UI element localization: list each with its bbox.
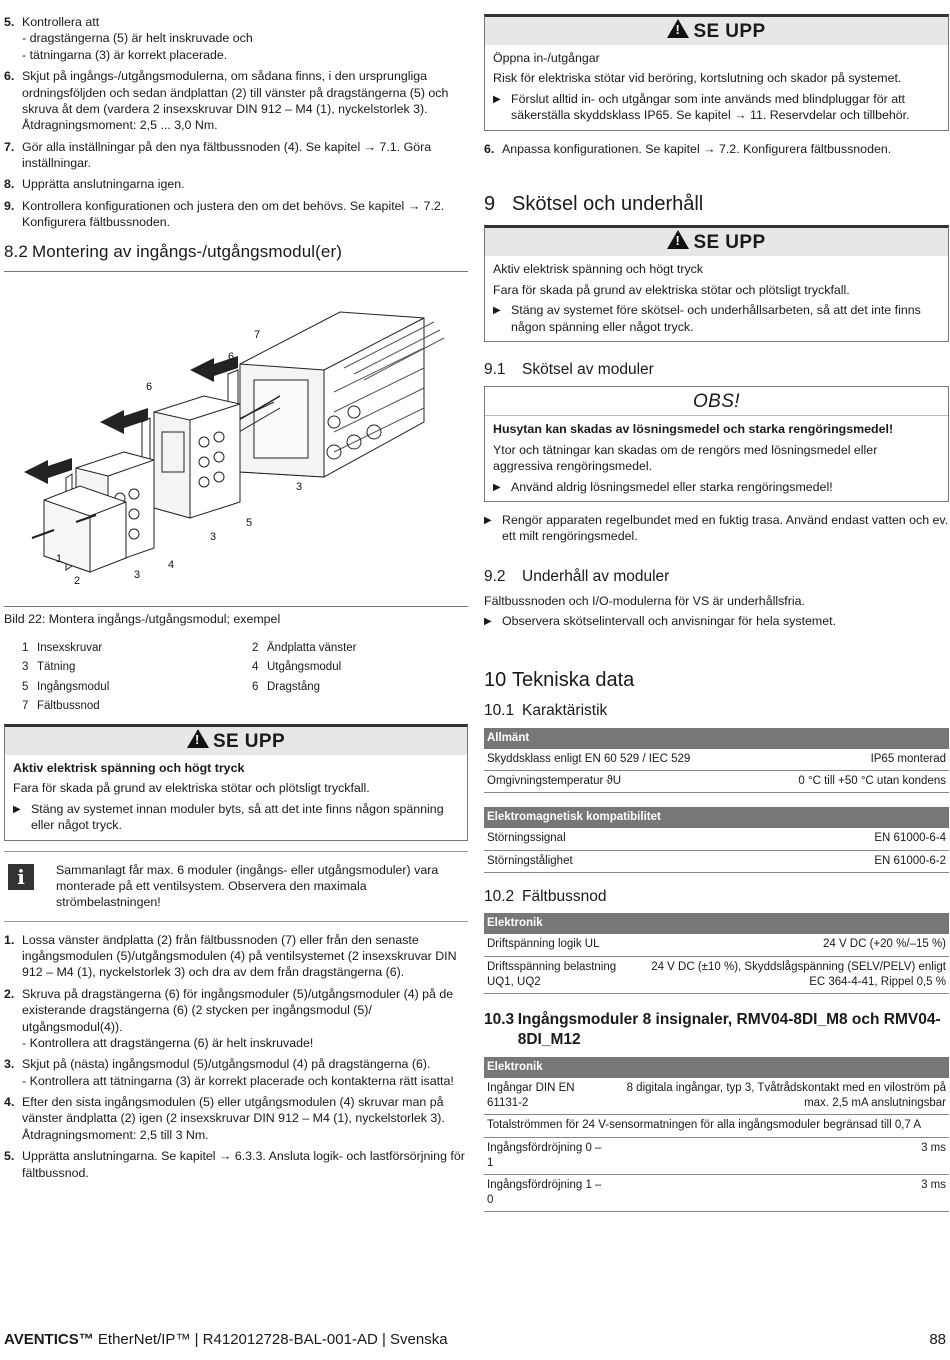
- table-cell-label: Skyddsklass enligt EN 60 529 / IEC 529: [484, 749, 752, 771]
- table-row: [484, 1137, 949, 1174]
- table-row: [484, 850, 949, 872]
- legend-key: 1: [22, 642, 29, 655]
- step-line: Efter den sista ingångsmodulen (5) eller utgångsmodulen (4) skruvar man på vänster ändplatta (2) igen (2 insexskruvar DIN 912 – M4 (1), nyckelstorlek 3). Åtdragningsmoment: 2,5 till 3 Nm.: [22, 1095, 445, 1142]
- legend-item: [22, 680, 252, 695]
- table-row: [484, 934, 949, 956]
- warning-box-maintenance: [484, 225, 949, 342]
- step-text: [22, 932, 468, 981]
- legend-value: Utgångsmodul: [267, 661, 342, 674]
- warning-action: ▶ Förslut alltid in- och utgångar som inte används med blindpluggar för att säkerställa skyddsklass IP65. Se kapitel → 11. Reservdelar och tillbehör.: [493, 91, 910, 123]
- bullet-arrow-icon: ▶: [493, 481, 501, 493]
- step-item: [4, 14, 468, 63]
- info-icon: i: [8, 864, 34, 890]
- callout-5: 5: [246, 516, 253, 529]
- warning-action: ▶ Stäng av systemet före skötsel- och underhållsarbeten, så att det inte finns någon spänning eller något tryck.: [493, 303, 921, 334]
- step-text: [22, 14, 468, 63]
- legend-value: Dragstång: [267, 680, 321, 693]
- table-cell-label: Driftsspänning belastning UQ1, UQ2: [484, 956, 634, 993]
- step-line: - Kontrollera att tätningarna (3) är korrekt placerade och kontakterna rätt isatta!: [22, 1073, 454, 1088]
- maintenance-bullet: ▶ Observera skötselintervall och anvisningar för hela systemet.: [484, 613, 837, 628]
- step-line: Skruva på dragstängerna (6) för ingångsmoduler (5)/utgångsmoduler (4) på de existerande dragstängerna (6) (2 stycken per ingångsmodul (5)/ utgångsmodul(4)).: [22, 986, 454, 1034]
- section-heading-10-3: 10.3 Ingångsmoduler 8 insignaler, RMV04-8DI_M8 och RMV04-8DI_M12: [484, 1010, 941, 1049]
- table-header-row: [484, 1057, 949, 1078]
- clean-instruction: ▶ Rengör apparaten regelbundet med en fuktig trasa. Använd endast vatten och ev. ett milt rengöringsmedel.: [484, 512, 949, 544]
- step-number: 2.: [4, 986, 15, 1001]
- step-item: [4, 68, 468, 134]
- warning-text: Fara för skada på grund av elektriska stötar och plötsligt tryckfall.: [493, 282, 850, 297]
- notice-action: ▶ Använd aldrig lösningsmedel eller starka rengöringsmedel!: [493, 479, 833, 494]
- warning-icon: !: [667, 230, 689, 249]
- step-text: [22, 139, 468, 172]
- bullet-arrow-icon: ▶: [484, 514, 492, 526]
- warning-box-left: [4, 724, 468, 841]
- table-cell-label: Driftspänning logik UL: [484, 934, 634, 956]
- step-item: [4, 1148, 468, 1181]
- step-line: - tätningarna (3) är korrekt placerade.: [22, 47, 228, 62]
- step-text: [22, 176, 468, 192]
- legend-item: [22, 641, 252, 656]
- step-text: [22, 1094, 468, 1143]
- step-line: Kontrollera konfigurationen och justera den om det behövs. Se kapitel → 7.2. Konfigurera fältbussnoden.: [22, 198, 445, 230]
- table-general: [484, 728, 949, 794]
- legend-value: Insexskruvar: [37, 642, 103, 655]
- step-text: [22, 1148, 468, 1181]
- table-row: [484, 1115, 949, 1137]
- step-number: 6.: [4, 69, 15, 84]
- page-number: 88: [929, 1331, 946, 1348]
- table-row: [484, 828, 949, 850]
- step-text: [22, 198, 468, 231]
- step-line: Skjut på (nästa) ingångsmodul (5)/utgångsmodul (4) på dragstängerna (6).: [22, 1057, 431, 1072]
- notice-title: Husytan kan skadas av lösningsmedel och starka rengöringsmedel!: [493, 422, 894, 437]
- notice-text: Ytor och tätningar kan skadas om de rengörs med lösningsmedel eller aggressiva rengöringsmedel.: [493, 442, 878, 474]
- table-cell-value: EN 61000-6-4: [736, 828, 949, 850]
- step-line: Gör alla inställningar på den nya fältbussnoden (4). Se kapitel → 7.1. Göra inställningar.: [22, 139, 432, 170]
- section-heading-10-2: 10.2 Fältbussnod: [484, 887, 607, 905]
- callout-7: 7: [254, 328, 261, 341]
- step-line: - dragstängerna (5) är helt inskruvade och: [22, 31, 253, 46]
- legend-key: 3: [22, 661, 29, 674]
- table-header: Allmänt: [484, 728, 949, 749]
- step-item: [4, 139, 468, 172]
- legend-item: [252, 660, 452, 675]
- table-cell-span: Totalströmmen för 24 V-sensormatningen för alla ingångsmoduler begränsad till 0,7 A: [484, 1115, 949, 1137]
- right-column: [484, 14, 949, 1226]
- table-electronics-input: [484, 1057, 949, 1212]
- figure-legend: [22, 641, 468, 714]
- step-item: [4, 176, 468, 192]
- bullet-arrow-icon: ▶: [13, 803, 21, 815]
- callout-3c: 3: [296, 480, 303, 493]
- table-cell-value: 24 V DC (±10 %), Skyddslågspänning (SELV/PELV) enligt EC 364-4-41, Rippel 0,5 %: [634, 956, 949, 993]
- table-electronics-node: [484, 913, 949, 994]
- warning-text: Fara för skada på grund av elektriska stötar och plötsligt tryckfall.: [13, 781, 370, 796]
- section-heading-9-2: 9.2 Underhåll av moduler: [484, 567, 670, 585]
- step-item: [4, 932, 468, 981]
- section-heading-10-1: 10.1 Karaktäristik: [484, 702, 608, 720]
- bullet-arrow-icon: ▶: [484, 615, 492, 627]
- table-cell-value: IP65 monterad: [752, 749, 949, 771]
- table-row: [484, 1078, 949, 1115]
- steps-list-top: [4, 14, 468, 231]
- assembly-figure: [4, 271, 468, 607]
- step-line: Lossa vänster ändplatta (2) från fältbussnoden (7) eller från den senaste ingångsmodulen (5)/utgångsmodulen (4) på ventilsystemet (2 insexskruvar DIN 912 – M4 (1), nyckelstorlek 3) och dra av dem från dragstängerna (6).: [22, 932, 457, 980]
- callout-1: 1: [56, 552, 63, 565]
- step-text: [22, 68, 468, 134]
- step-line: - Kontrollera att dragstängerna (6) är helt inskruvade!: [22, 1035, 314, 1050]
- table-cell-value: EN 61000-6-2: [736, 850, 949, 872]
- step-line: Upprätta anslutningarna. Se kapitel → 6.3.3. Ansluta logik- och lastförsörjning för fältbussnod.: [22, 1149, 465, 1180]
- callout-6a: 6: [146, 380, 153, 393]
- legend-item: [252, 641, 452, 656]
- warning-action: ▶ Stäng av systemet innan moduler byts, så att det inte finns någon spänning eller något tryck.: [13, 801, 444, 833]
- warning-title: Öppna in-/utgångar: [493, 51, 600, 66]
- section-heading-8-2: 8.2 Montering av ingångs-/utgångsmodul(er): [4, 241, 342, 261]
- legend-key: 4: [252, 661, 259, 674]
- table-row: [484, 1174, 949, 1211]
- step-line: Upprätta anslutningarna igen.: [22, 177, 185, 192]
- warning-text: Risk för elektriska stötar vid beröring, kortslutning och skador på systemet.: [493, 71, 902, 86]
- step-line: Kontrollera att: [22, 15, 100, 29]
- step-line: Skjut på ingångs-/utgångsmodulerna, om sådana finns, i den ursprungliga ordningsföljden och sedan ändplattan (2) till vänster på dragstängerna (5) och skruva åt dem (vardera 2 insexskruvar DIN 912 – M4 (1), nyckelstorlek 3). Åtdragningsmoment: 2,5 ... 3,0 Nm.: [22, 69, 449, 133]
- legend-key: 5: [22, 680, 29, 693]
- table-cell-label: Ingångar DIN EN 61131-2: [484, 1078, 610, 1115]
- warning-icon: !: [187, 729, 209, 748]
- section-heading-10: 10 Tekniska data: [484, 668, 635, 691]
- exploded-view-drawing: [4, 272, 468, 608]
- step-number: 5.: [4, 1149, 15, 1164]
- step-number: 3.: [4, 1057, 15, 1072]
- table-row: [484, 956, 949, 993]
- table-row: [484, 749, 949, 771]
- warning-header: ! SE UPP: [5, 727, 467, 755]
- callout-2: 2: [74, 574, 81, 587]
- table-cell-label: Ingångsfördröjning 0 – 1: [484, 1137, 610, 1174]
- table-cell-value: 8 digitala ingångar, typ 3, Tvåtrådskontakt med en viloström på max. 2,5 mA anslutningsbar: [610, 1078, 950, 1115]
- step-text: [22, 1056, 468, 1089]
- section-heading-9: 9 Skötsel och underhåll: [484, 192, 704, 215]
- legend-item: [22, 660, 252, 675]
- table-header: Elektromagnetisk kompatibilitet: [484, 807, 949, 828]
- table-cell-value: 24 V DC (+20 %/–15 %): [634, 934, 949, 956]
- legend-value: Tätning: [37, 661, 76, 674]
- table-cell-value: 3 ms: [610, 1174, 950, 1211]
- table-cell-label: Omgivningstemperatur ϑU: [484, 771, 752, 793]
- table-cell-label: Ingångsfördröjning 1 – 0: [484, 1174, 610, 1211]
- steps-list-bottom: [4, 932, 468, 1181]
- warning-title: Aktiv elektrisk spänning och högt tryck: [493, 262, 704, 277]
- step-item: [4, 1056, 468, 1089]
- table-cell-label: Störningstålighet: [484, 850, 736, 872]
- step-number: 9.: [4, 198, 15, 213]
- callout-6b: 6: [228, 350, 235, 363]
- bullet-arrow-icon: ▶: [493, 305, 501, 317]
- warning-title: Aktiv elektrisk spänning och högt tryck: [13, 761, 245, 776]
- step-item: [4, 986, 468, 1052]
- warning-header: ! SE UPP: [485, 228, 948, 256]
- table-header-row: [484, 728, 949, 749]
- warning-header: ! SE UPP: [485, 17, 948, 45]
- page-footer: [4, 1330, 946, 1350]
- step-item: [4, 1094, 468, 1143]
- table-header-row: [484, 807, 949, 828]
- notice-header: OBS!: [485, 387, 948, 416]
- legend-key: 2: [252, 642, 259, 655]
- footer-doc-info: AVENTICS™ EtherNet/IP™ | R412012728-BAL-001-AD | Svenska: [4, 1331, 448, 1348]
- step-text: [22, 986, 468, 1052]
- table-cell-label: Störningssignal: [484, 828, 736, 850]
- bullet-arrow-icon: ▶: [493, 93, 501, 105]
- step-number: 1.: [4, 932, 15, 947]
- warning-icon: !: [667, 19, 689, 38]
- step-item: [4, 198, 468, 231]
- legend-item: [252, 680, 452, 695]
- legend-value: Fältbussnod: [37, 699, 100, 712]
- legend-key: 7: [22, 699, 29, 712]
- callout-4: 4: [168, 558, 175, 571]
- legend-value: Ändplatta vänster: [267, 642, 357, 655]
- step-6: 6. Anpassa konfigurationen. Se kapitel → 7.2. Konfigurera fältbussnoden.: [484, 141, 892, 156]
- table-emc: [484, 807, 949, 873]
- legend-item: [22, 699, 252, 714]
- step-number: 7.: [4, 139, 15, 154]
- table-row: [484, 771, 949, 793]
- info-text: Sammanlagt får max. 6 moduler (ingångs- eller utgångsmoduler) vara monterade på ett ventilsystem. Observera den maximala strömbelastningen!: [56, 862, 439, 910]
- warning-box-io: [484, 14, 949, 131]
- info-note: [4, 851, 468, 922]
- step-number: 5.: [4, 15, 15, 29]
- notice-box: [484, 386, 949, 502]
- table-header-row: [484, 913, 949, 934]
- callout-3a: 3: [134, 568, 141, 581]
- section-heading-9-1: 9.1 Skötsel av moduler: [484, 360, 654, 378]
- legend-value: Ingångsmodul: [37, 680, 110, 693]
- maintenance-text: Fältbussnoden och I/O-modulerna för VS är underhållsfria.: [484, 594, 805, 609]
- table-cell-value: 3 ms: [610, 1137, 950, 1174]
- table-header: Elektronik: [484, 1057, 949, 1078]
- left-column: [4, 14, 468, 1186]
- table-header: Elektronik: [484, 913, 949, 934]
- figure-caption: Bild 22: Montera ingångs-/utgångsmodul; exempel: [4, 611, 281, 626]
- step-number: 4.: [4, 1095, 15, 1110]
- step-number: 8.: [4, 177, 15, 192]
- callout-3b: 3: [210, 530, 217, 543]
- legend-key: 6: [252, 680, 259, 693]
- table-cell-value: 0 °C till +50 °C utan kondens: [752, 771, 949, 793]
